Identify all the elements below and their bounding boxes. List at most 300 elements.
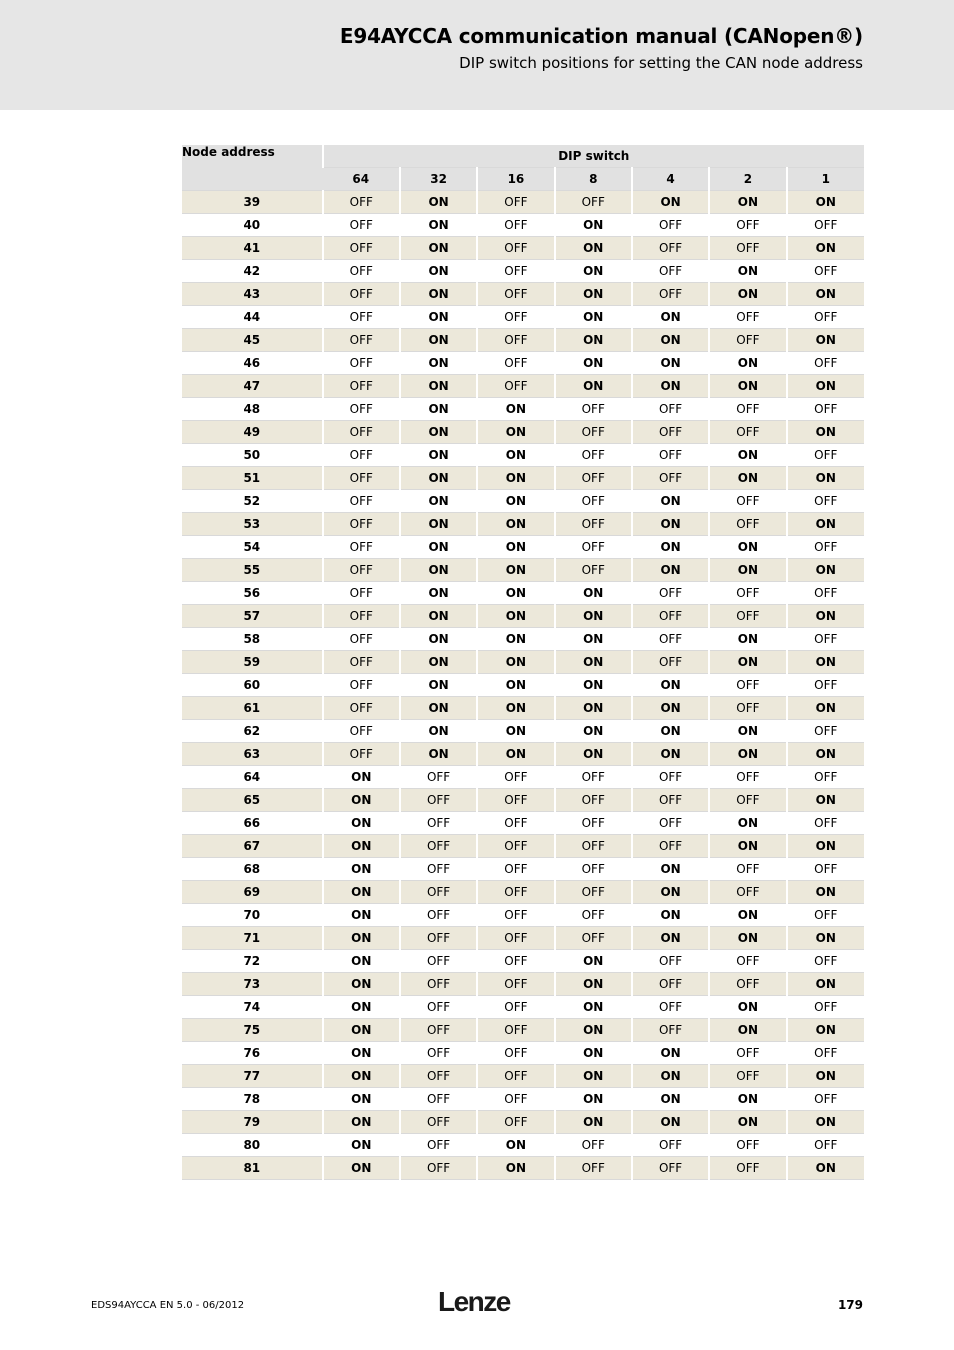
dip-switch-state-cell: ON: [400, 283, 477, 306]
table-row: [182, 950, 864, 973]
bit-header-16: 16: [477, 168, 554, 191]
dip-switch-state-cell: OFF: [323, 306, 400, 329]
dip-switch-state-cell: ON: [400, 214, 477, 237]
bit-header-8: 8: [555, 168, 632, 191]
dip-switch-state-cell: ON: [632, 1111, 709, 1134]
table-row: [182, 191, 864, 214]
dip-switch-state-cell: OFF: [477, 950, 554, 973]
dip-switch-state-cell: OFF: [709, 858, 786, 881]
dip-switch-state-cell: OFF: [632, 628, 709, 651]
dip-switch-state-cell: OFF: [709, 1042, 786, 1065]
dip-switch-state-cell: ON: [323, 996, 400, 1019]
dip-switch-state-cell: ON: [400, 352, 477, 375]
dip-switch-state-cell: OFF: [709, 582, 786, 605]
dip-switch-state-cell: ON: [323, 904, 400, 927]
dip-switch-state-cell: ON: [400, 582, 477, 605]
dip-switch-state-cell: OFF: [477, 789, 554, 812]
table-row: [182, 559, 864, 582]
dip-switch-state-cell: OFF: [709, 1157, 786, 1180]
dip-switch-state-cell: ON: [632, 306, 709, 329]
dip-switch-state-cell: OFF: [323, 421, 400, 444]
dip-switch-state-cell: OFF: [787, 582, 864, 605]
document-id: EDS94AYCCA EN 5.0 - 06/2012: [91, 1300, 245, 1311]
dip-switch-state-cell: OFF: [323, 720, 400, 743]
dip-switch-state-cell: OFF: [709, 789, 786, 812]
dip-switch-state-cell: OFF: [477, 835, 554, 858]
dip-switch-state-cell: OFF: [477, 352, 554, 375]
dip-switch-state-cell: ON: [477, 651, 554, 674]
dip-switch-state-cell: OFF: [787, 214, 864, 237]
node-address-cell: 63: [182, 743, 323, 766]
dip-switch-state-cell: OFF: [555, 835, 632, 858]
node-address-cell: 46: [182, 352, 323, 375]
dip-switch-state-cell: ON: [400, 674, 477, 697]
table-row: [182, 605, 864, 628]
dip-switch-table: [182, 145, 864, 1180]
dip-switch-state-cell: ON: [400, 421, 477, 444]
dip-switch-state-cell: OFF: [477, 329, 554, 352]
dip-switch-state-cell: OFF: [555, 927, 632, 950]
dip-switch-state-cell: OFF: [400, 904, 477, 927]
dip-switch-state-cell: ON: [632, 329, 709, 352]
dip-switch-state-cell: ON: [787, 697, 864, 720]
dip-switch-state-cell: OFF: [787, 352, 864, 375]
dip-switch-state-cell: ON: [400, 467, 477, 490]
dip-switch-state-cell: ON: [709, 559, 786, 582]
table-row: [182, 1042, 864, 1065]
dip-switch-state-cell: ON: [709, 904, 786, 927]
table-row: [182, 789, 864, 812]
dip-switch-state-cell: OFF: [632, 605, 709, 628]
dip-switch-state-cell: ON: [555, 1065, 632, 1088]
dip-switch-state-cell: ON: [555, 651, 632, 674]
dip-switch-state-cell: OFF: [787, 1042, 864, 1065]
dip-switch-state-cell: OFF: [787, 1088, 864, 1111]
header-band: [0, 0, 954, 110]
dip-switch-state-cell: ON: [477, 536, 554, 559]
dip-switch-state-cell: OFF: [555, 559, 632, 582]
dip-switch-state-cell: ON: [632, 375, 709, 398]
node-address-cell: 75: [182, 1019, 323, 1042]
dip-switch-state-cell: ON: [632, 697, 709, 720]
dip-switch-state-cell: OFF: [400, 1111, 477, 1134]
dip-switch-state-cell: ON: [632, 1042, 709, 1065]
dip-switch-state-cell: ON: [400, 444, 477, 467]
table-row: [182, 329, 864, 352]
table-row: [182, 743, 864, 766]
dip-switch-state-cell: ON: [709, 743, 786, 766]
dip-switch-state-cell: OFF: [632, 651, 709, 674]
node-address-cell: 68: [182, 858, 323, 881]
node-address-cell: 80: [182, 1134, 323, 1157]
dip-switch-state-cell: ON: [787, 375, 864, 398]
dip-switch-state-cell: OFF: [632, 398, 709, 421]
dip-switch-state-cell: OFF: [323, 490, 400, 513]
dip-switch-state-cell: OFF: [323, 352, 400, 375]
dip-switch-state-cell: ON: [323, 1042, 400, 1065]
dip-switch-state-cell: ON: [787, 421, 864, 444]
table-row: [182, 674, 864, 697]
dip-switch-state-cell: ON: [477, 1134, 554, 1157]
node-address-cell: 43: [182, 283, 323, 306]
dip-switch-state-cell: ON: [787, 881, 864, 904]
dip-switch-state-cell: OFF: [323, 605, 400, 628]
dip-switch-state-cell: ON: [632, 352, 709, 375]
dip-switch-state-cell: ON: [709, 927, 786, 950]
dip-switch-state-cell: ON: [709, 835, 786, 858]
dip-switch-state-cell: ON: [400, 605, 477, 628]
dip-switch-state-cell: ON: [709, 628, 786, 651]
dip-switch-state-cell: ON: [709, 1019, 786, 1042]
dip-switch-state-cell: OFF: [709, 674, 786, 697]
table-row: [182, 628, 864, 651]
dip-switch-state-cell: ON: [477, 444, 554, 467]
dip-switch-state-cell: OFF: [323, 513, 400, 536]
dip-switch-state-cell: ON: [709, 720, 786, 743]
node-address-cell: 55: [182, 559, 323, 582]
bit-header-2: 2: [709, 168, 786, 191]
table-row: [182, 306, 864, 329]
dip-switch-state-cell: ON: [323, 973, 400, 996]
dip-switch-state-cell: ON: [632, 720, 709, 743]
table-row: [182, 812, 864, 835]
dip-switch-state-cell: ON: [323, 1065, 400, 1088]
dip-switch-state-cell: OFF: [323, 375, 400, 398]
dip-switch-state-cell: ON: [555, 1111, 632, 1134]
dip-switch-state-cell: ON: [400, 398, 477, 421]
dip-switch-state-cell: ON: [787, 651, 864, 674]
dip-switch-state-cell: OFF: [632, 1157, 709, 1180]
dip-switch-state-cell: ON: [477, 674, 554, 697]
dip-switch-state-cell: ON: [709, 283, 786, 306]
dip-switch-state-cell: ON: [555, 628, 632, 651]
dip-switch-state-cell: ON: [787, 513, 864, 536]
dip-switch-state-cell: ON: [400, 191, 477, 214]
node-address-cell: 49: [182, 421, 323, 444]
dip-switch-state-cell: OFF: [555, 191, 632, 214]
dip-switch-state-cell: ON: [555, 214, 632, 237]
node-address-cell: 58: [182, 628, 323, 651]
table-row: [182, 1088, 864, 1111]
dip-switch-state-cell: OFF: [323, 329, 400, 352]
dip-switch-state-cell: OFF: [709, 513, 786, 536]
dip-table-body: [182, 191, 864, 1180]
dip-switch-state-cell: OFF: [323, 674, 400, 697]
dip-switch-state-cell: OFF: [709, 329, 786, 352]
dip-switch-state-cell: OFF: [400, 1134, 477, 1157]
dip-switch-state-cell: ON: [632, 881, 709, 904]
dip-switch-state-cell: OFF: [323, 628, 400, 651]
node-address-cell: 77: [182, 1065, 323, 1088]
dip-switch-state-cell: OFF: [477, 766, 554, 789]
dip-switch-state-cell: ON: [709, 375, 786, 398]
dip-switch-state-cell: ON: [709, 444, 786, 467]
dip-switch-state-cell: OFF: [555, 513, 632, 536]
dip-switch-state-cell: OFF: [632, 1019, 709, 1042]
dip-switch-state-cell: ON: [477, 490, 554, 513]
node-address-cell: 64: [182, 766, 323, 789]
dip-switch-state-cell: ON: [709, 996, 786, 1019]
table-row: [182, 697, 864, 720]
table-row: [182, 398, 864, 421]
dip-switch-state-cell: OFF: [477, 375, 554, 398]
node-address-cell: 47: [182, 375, 323, 398]
dip-switch-state-cell: OFF: [709, 490, 786, 513]
dip-switch-state-cell: OFF: [400, 996, 477, 1019]
dip-switch-state-cell: OFF: [323, 697, 400, 720]
dip-switch-state-cell: ON: [323, 858, 400, 881]
dip-switch-state-cell: ON: [632, 927, 709, 950]
dip-switch-state-cell: ON: [323, 950, 400, 973]
dip-switch-state-cell: ON: [323, 1088, 400, 1111]
dip-switch-state-cell: ON: [323, 1111, 400, 1134]
node-address-cell: 50: [182, 444, 323, 467]
dip-switch-state-cell: OFF: [400, 881, 477, 904]
dip-switch-state-cell: OFF: [323, 283, 400, 306]
dip-switch-state-cell: ON: [555, 605, 632, 628]
table-row: [182, 835, 864, 858]
dip-switch-state-cell: ON: [632, 513, 709, 536]
dip-switch-state-cell: OFF: [709, 421, 786, 444]
dip-switch-state-cell: ON: [787, 743, 864, 766]
dip-switch-state-cell: ON: [555, 582, 632, 605]
dip-switch-state-cell: ON: [400, 697, 477, 720]
dip-switch-state-cell: OFF: [400, 1088, 477, 1111]
dip-switch-state-cell: OFF: [709, 1065, 786, 1088]
dip-switch-state-cell: OFF: [632, 214, 709, 237]
dip-switch-state-cell: ON: [400, 237, 477, 260]
node-address-cell: 60: [182, 674, 323, 697]
dip-switch-state-cell: OFF: [632, 835, 709, 858]
table-row: [182, 651, 864, 674]
dip-switch-state-cell: ON: [477, 582, 554, 605]
dip-switch-state-cell: OFF: [632, 283, 709, 306]
dip-switch-state-cell: ON: [400, 559, 477, 582]
bit-header-64: 64: [323, 168, 400, 191]
dip-switch-state-cell: OFF: [555, 467, 632, 490]
lenze-logo: Lenze: [438, 1286, 510, 1317]
dip-switch-state-cell: ON: [709, 651, 786, 674]
dip-switch-state-cell: OFF: [709, 605, 786, 628]
dip-switch-state-cell: OFF: [477, 237, 554, 260]
dip-switch-state-cell: OFF: [323, 237, 400, 260]
node-address-cell: 62: [182, 720, 323, 743]
dip-switch-state-cell: ON: [477, 628, 554, 651]
dip-switch-state-cell: ON: [632, 191, 709, 214]
document-title: E94AYCCA communication manual (CANopen®): [339, 24, 863, 48]
dip-switch-state-cell: OFF: [400, 858, 477, 881]
dip-switch-state-cell: ON: [709, 1111, 786, 1134]
node-address-cell: 53: [182, 513, 323, 536]
dip-switch-state-cell: ON: [555, 283, 632, 306]
dip-switch-state-cell: OFF: [632, 444, 709, 467]
node-address-cell: 81: [182, 1157, 323, 1180]
dip-switch-state-cell: ON: [787, 1157, 864, 1180]
dip-switch-state-cell: OFF: [555, 421, 632, 444]
node-address-cell: 41: [182, 237, 323, 260]
node-address-cell: 61: [182, 697, 323, 720]
node-address-cell: 44: [182, 306, 323, 329]
dip-switch-state-cell: ON: [555, 720, 632, 743]
dip-switch-state-cell: ON: [323, 789, 400, 812]
table-row: [182, 927, 864, 950]
node-address-cell: 56: [182, 582, 323, 605]
dip-switch-state-cell: OFF: [400, 973, 477, 996]
dip-switch-header: DIP switch: [323, 145, 864, 168]
dip-switch-state-cell: ON: [323, 927, 400, 950]
dip-switch-state-cell: ON: [632, 743, 709, 766]
dip-switch-state-cell: OFF: [477, 927, 554, 950]
node-address-cell: 39: [182, 191, 323, 214]
dip-switch-state-cell: ON: [709, 191, 786, 214]
table-row: [182, 766, 864, 789]
dip-switch-state-cell: OFF: [555, 904, 632, 927]
dip-switch-state-cell: OFF: [400, 1065, 477, 1088]
dip-switch-state-cell: ON: [555, 1019, 632, 1042]
dip-switch-state-cell: ON: [787, 1065, 864, 1088]
dip-switch-state-cell: OFF: [323, 582, 400, 605]
dip-switch-state-cell: OFF: [787, 812, 864, 835]
dip-switch-state-cell: OFF: [477, 191, 554, 214]
dip-switch-state-cell: OFF: [555, 789, 632, 812]
dip-switch-state-cell: OFF: [477, 858, 554, 881]
dip-switch-state-cell: ON: [555, 996, 632, 1019]
dip-switch-state-cell: ON: [400, 536, 477, 559]
dip-switch-state-cell: ON: [787, 237, 864, 260]
dip-switch-state-cell: OFF: [709, 950, 786, 973]
section-subtitle: DIP switch positions for setting the CAN node address: [459, 54, 863, 72]
table-row: [182, 1157, 864, 1180]
bit-header-4: 4: [632, 168, 709, 191]
dip-switch-state-cell: OFF: [477, 1019, 554, 1042]
dip-switch-state-cell: OFF: [477, 1065, 554, 1088]
dip-switch-state-cell: OFF: [323, 444, 400, 467]
dip-switch-state-cell: OFF: [632, 973, 709, 996]
dip-switch-state-cell: ON: [709, 812, 786, 835]
table-row: [182, 1065, 864, 1088]
table-row: [182, 214, 864, 237]
dip-switch-state-cell: ON: [400, 720, 477, 743]
dip-switch-state-cell: ON: [632, 858, 709, 881]
dip-switch-state-cell: ON: [787, 467, 864, 490]
dip-switch-state-cell: ON: [555, 973, 632, 996]
dip-switch-state-cell: OFF: [787, 996, 864, 1019]
node-address-cell: 69: [182, 881, 323, 904]
dip-switch-state-cell: OFF: [555, 398, 632, 421]
dip-switch-state-cell: OFF: [555, 536, 632, 559]
table-row: [182, 237, 864, 260]
dip-switch-state-cell: OFF: [477, 306, 554, 329]
dip-switch-state-cell: ON: [787, 559, 864, 582]
dip-switch-state-cell: OFF: [323, 559, 400, 582]
node-address-cell: 42: [182, 260, 323, 283]
node-address-cell: 78: [182, 1088, 323, 1111]
node-address-cell: 57: [182, 605, 323, 628]
dip-switch-state-cell: ON: [400, 306, 477, 329]
dip-switch-state-cell: OFF: [477, 996, 554, 1019]
dip-switch-state-cell: ON: [477, 513, 554, 536]
dip-switch-state-cell: ON: [709, 260, 786, 283]
dip-switch-state-cell: ON: [323, 812, 400, 835]
dip-switch-state-cell: ON: [323, 1019, 400, 1042]
dip-switch-state-cell: OFF: [787, 1134, 864, 1157]
dip-switch-state-cell: OFF: [477, 1088, 554, 1111]
dip-switch-state-cell: ON: [400, 375, 477, 398]
dip-switch-state-cell: OFF: [477, 1111, 554, 1134]
node-address-cell: 52: [182, 490, 323, 513]
table-row: [182, 996, 864, 1019]
dip-switch-state-cell: ON: [709, 1088, 786, 1111]
dip-switch-state-cell: ON: [400, 651, 477, 674]
dip-switch-state-cell: ON: [477, 559, 554, 582]
dip-switch-state-cell: OFF: [555, 858, 632, 881]
dip-switch-state-cell: OFF: [632, 467, 709, 490]
dip-switch-state-cell: ON: [555, 352, 632, 375]
dip-switch-state-cell: OFF: [632, 1134, 709, 1157]
node-address-cell: 70: [182, 904, 323, 927]
table-row: [182, 513, 864, 536]
node-address-cell: 54: [182, 536, 323, 559]
table-row: [182, 444, 864, 467]
dip-switch-state-cell: ON: [400, 513, 477, 536]
dip-switch-state-cell: ON: [477, 398, 554, 421]
dip-switch-state-cell: OFF: [632, 812, 709, 835]
page-number: 179: [837, 1298, 863, 1312]
dip-switch-state-cell: ON: [787, 1019, 864, 1042]
dip-switch-state-cell: ON: [787, 835, 864, 858]
dip-switch-state-cell: OFF: [787, 444, 864, 467]
dip-switch-state-cell: ON: [787, 1111, 864, 1134]
dip-switch-state-cell: ON: [632, 490, 709, 513]
table-row: [182, 582, 864, 605]
dip-switch-state-cell: OFF: [323, 191, 400, 214]
node-address-header: Node address: [182, 145, 323, 191]
dip-switch-state-cell: ON: [323, 1134, 400, 1157]
dip-switch-state-cell: OFF: [787, 950, 864, 973]
dip-switch-state-cell: OFF: [477, 812, 554, 835]
dip-switch-state-cell: ON: [787, 973, 864, 996]
dip-switch-state-cell: OFF: [787, 306, 864, 329]
dip-switch-state-cell: OFF: [323, 398, 400, 421]
node-address-cell: 59: [182, 651, 323, 674]
dip-switch-state-cell: ON: [709, 467, 786, 490]
dip-switch-state-cell: OFF: [632, 950, 709, 973]
table-row: [182, 858, 864, 881]
dip-switch-state-cell: OFF: [787, 260, 864, 283]
dip-switch-state-cell: ON: [400, 743, 477, 766]
table-row: [182, 1134, 864, 1157]
table-row: [182, 536, 864, 559]
dip-switch-state-cell: ON: [477, 467, 554, 490]
dip-switch-state-cell: ON: [477, 697, 554, 720]
dip-switch-state-cell: OFF: [632, 237, 709, 260]
dip-switch-state-cell: OFF: [709, 1134, 786, 1157]
dip-switch-state-cell: OFF: [400, 927, 477, 950]
dip-switch-state-cell: OFF: [400, 1157, 477, 1180]
dip-switch-state-cell: OFF: [787, 720, 864, 743]
dip-switch-state-cell: ON: [323, 1157, 400, 1180]
dip-switch-state-cell: OFF: [323, 743, 400, 766]
table-row: [182, 973, 864, 996]
dip-switch-state-cell: OFF: [323, 651, 400, 674]
dip-switch-state-cell: ON: [555, 375, 632, 398]
dip-switch-state-cell: ON: [709, 536, 786, 559]
table-row: [182, 1019, 864, 1042]
dip-switch-state-cell: ON: [555, 237, 632, 260]
dip-switch-state-cell: OFF: [477, 904, 554, 927]
node-address-cell: 79: [182, 1111, 323, 1134]
dip-switch-state-cell: OFF: [400, 766, 477, 789]
